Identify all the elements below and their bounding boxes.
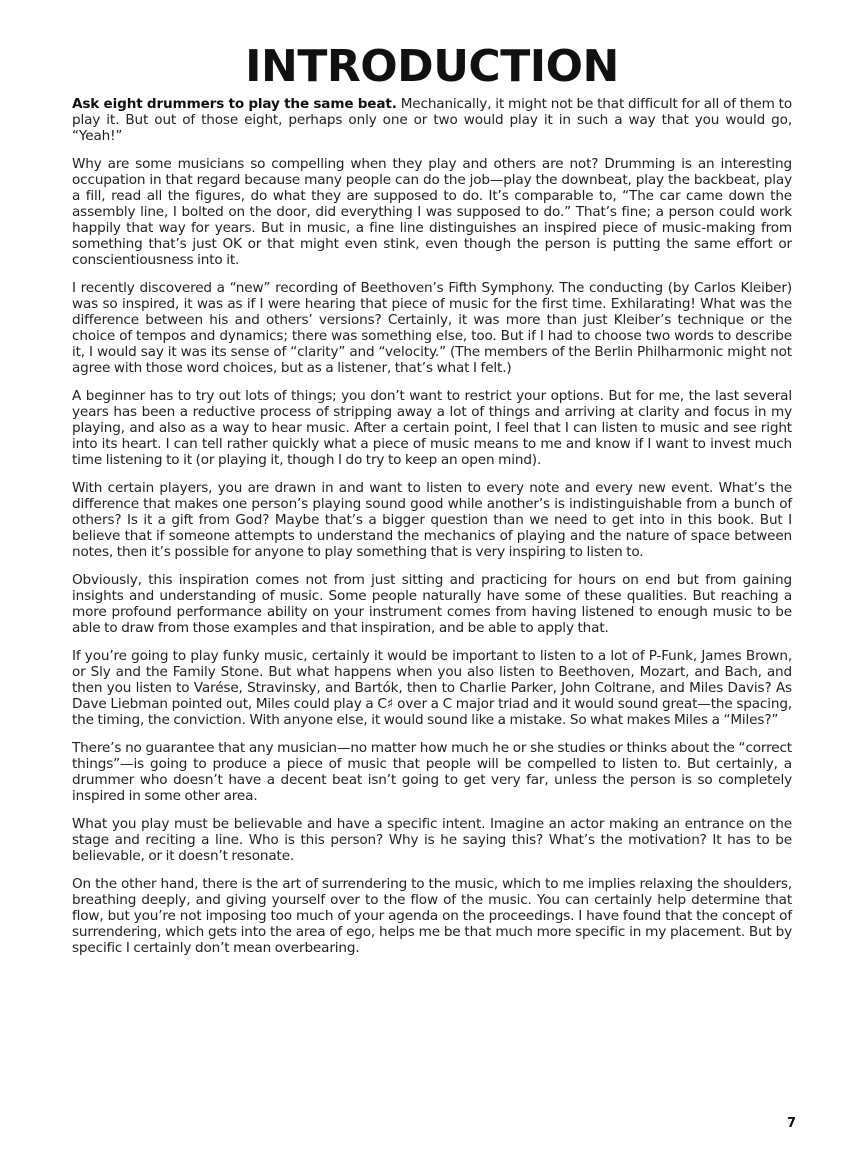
paragraph-1	[72, 96, 792, 144]
paragraph-5: With certain players, you are drawn in and want to listen to every note and every new event. What’s the difference that makes one person’s playing sound good while another’s is indistinguishable from a bunch of others? Is it a gift from God? Maybe that’s a bigger question than we need to get into in this book. But I believe that if someone attempts to understand the mechanics of playing and the nature of space between notes, then it’s possible for anyone to play something that is very inspiring to listen to.	[72, 480, 792, 560]
paragraph-6: Obviously, this inspiration comes not from just sitting and practicing for hours on end but from gaining insights and understanding of music. Some people naturally have some of these qualities. But reaching a more profound performance ability on your instrument comes from having listened to enough music to be able to draw from those examples and that inspiration, and be able to apply that.	[72, 572, 792, 636]
paragraph-4: A beginner has to try out lots of things; you don’t want to restrict your options. But for me, the last several years has been a reductive process of stripping away a lot of things and arriving at clarity and focus in my playing, and also as a way to hear music. After a certain point, I feel that I can listen to music and see right into its heart. I can tell rather quickly what a piece of music means to me and know if I want to invest much time listening to it (or playing it, though I do try to keep an open mind).	[72, 388, 792, 468]
paragraph-8: There’s no guarantee that any musician—no matter how much he or she studies or thinks about the “correct things”—is going to produce a piece of music that people will be compelled to listen to. But certainly, a drummer who doesn’t have a decent beat isn’t going to get very far, unless the person is so completely inspired in some other area.	[72, 740, 792, 804]
page-title: INTRODUCTION	[245, 41, 619, 92]
paragraph-2: Why are some musicians so compelling when they play and others are not? Drumming is an interesting occupation in that regard because many people can do the job—play the downbeat, play the backbeat, play a fill, read all the figures, do what they are supposed to do. It’s comparable to, “The car came down the assembly line, I bolted on the door, did everything I was supposed to do.” That’s fine; a person could work happily that way for years. But in music, a fine line distinguishes an inspired piece of music-making from something that’s just OK or that might even stink, even though the person is putting the same effort or conscientiousness into it.	[72, 156, 792, 268]
paragraph-lead: Ask eight drummers to play the same beat.	[72, 96, 397, 112]
paragraph-9: What you play must be believable and have a specific intent. Imagine an actor making an entrance on the stage and reciting a line. Who is this person? Why is he saying this? What’s the motivation? It has to be believable, or it doesn’t resonate.	[72, 816, 792, 864]
paragraph-3: I recently discovered a “new” recording of Beethoven’s Fifth Symphony. The conducting (by Carlos Kleiber) was so inspired, it was as if I were hearing that piece of music for the first time. Exhilarating! What was the difference between his and others’ versions? Certainly, it was more than just Kleiber’s technique or the choice of tempos and dynamics; there was something else, too. But if I had to choose two words to describe it, I would say it was its sense of “clarity” and “velocity.” (The members of the Berlin Philharmonic might not agree with those word choices, but as a listener, that’s what I felt.)	[72, 280, 792, 376]
paragraph-10: On the other hand, there is the art of surrendering to the music, which to me implies relaxing the shoulders, breathing deeply, and giving yourself over to the flow of the music. You can certainly help determine that flow, but you’re not imposing too much of your agenda on the proceedings. I have found that the concept of surrendering, which gets into the area of ego, helps me be that much more specific in my placement. But by specific I certainly don’t mean overbearing.	[72, 876, 792, 956]
body-text	[72, 96, 792, 968]
page-number: 7	[786, 1116, 796, 1131]
paragraph-7: If you’re going to play funky music, certainly it would be important to listen to a lot of P-Funk, James Brown, or Sly and the Family Stone. But what happens when you also listen to Beethoven, Mozart, and Bach, and then you listen to Varése, Stravinsky, and Bartók, then to Charlie Parker, John Coltrane, and Miles Davis? As Dave Liebman pointed out, Miles could play a C♯ over a C major triad and it would sound great—the spacing, the timing, the conviction. With anyone else, it would sound like a mistake. So what makes Miles a “Miles?”	[72, 648, 792, 728]
paragraph-text: Mechanically, it might not be that difficult for all of them to play it. But out of those eight, perhaps only one or two would play it in such a way that you would go, “Yeah!”	[72, 96, 792, 144]
